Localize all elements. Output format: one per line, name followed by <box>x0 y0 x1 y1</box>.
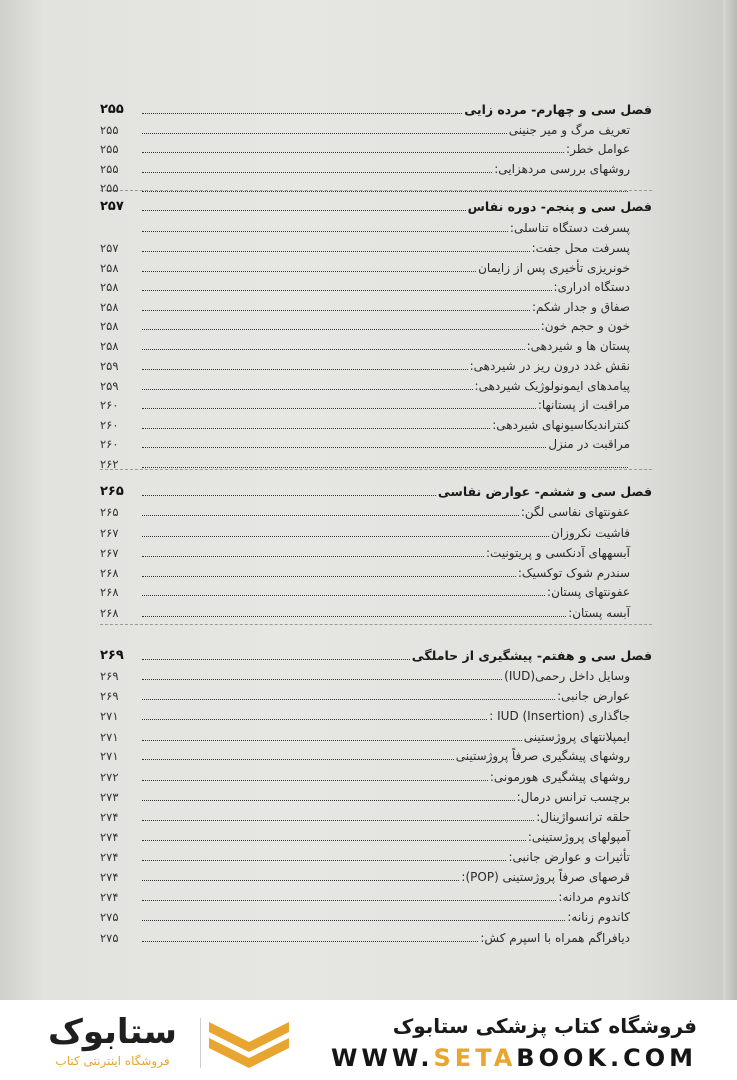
page-number: ۲۵۸ <box>100 300 119 314</box>
page-number: ۲۷۱ <box>100 749 119 763</box>
dot-leader <box>142 595 545 596</box>
toc-entry-row[interactable] <box>100 580 652 600</box>
url-suffix: BOOK.COM <box>516 1044 697 1072</box>
entry-title: خونریزی تأخیری پس از زایمان <box>478 261 630 275</box>
store-url[interactable] <box>331 1044 697 1072</box>
dot-leader <box>142 290 552 291</box>
page-number: ۲۵۵ <box>100 102 124 117</box>
toc-entry-row[interactable] <box>100 176 652 196</box>
dot-leader <box>142 840 526 841</box>
page-number: ۲۶۰ <box>100 418 119 432</box>
dot-leader <box>142 759 454 760</box>
entry-title: پسرفت دستگاه تناسلی: <box>509 221 630 235</box>
entry-title: عوارض جانبی: <box>557 689 630 703</box>
toc-entry-row[interactable] <box>100 334 652 354</box>
page-number: ۲۵۸ <box>100 280 119 294</box>
toc-entry-row[interactable] <box>100 413 652 433</box>
entry-title: مراقبت در منزل <box>548 437 630 451</box>
entry-title: برچسب ترانس درمال: <box>516 790 630 804</box>
chapter-title: فصل سی و چهارم- مرده زایی <box>464 102 652 117</box>
entry-title: عوامل خطر: <box>566 142 630 156</box>
toc-chapter-row[interactable] <box>100 98 652 118</box>
toc-entry-row[interactable] <box>100 865 652 885</box>
entry-title: نقش غدد درون ریز در شیردهی: <box>469 359 630 373</box>
dot-leader <box>142 349 525 350</box>
url-prefix: WWW. <box>330 1044 434 1072</box>
entry-title: آبسه پستان: <box>568 606 630 620</box>
toc-entry-row[interactable] <box>100 926 652 946</box>
dot-leader <box>142 860 506 861</box>
toc-entry-row[interactable] <box>100 157 652 177</box>
dot-leader <box>142 428 490 429</box>
store-name: فروشگاه کتاب پزشکی ستابوک <box>392 1014 697 1038</box>
dot-leader <box>142 251 530 252</box>
toc-entry-row[interactable] <box>100 725 652 745</box>
dot-leader <box>142 231 508 232</box>
toc-entry-row[interactable] <box>100 432 652 452</box>
entry-title: عفونتهای نفاسی لگن: <box>520 505 630 519</box>
toc-entry-row[interactable] <box>100 295 652 315</box>
page-number: ۲۶۸ <box>100 606 119 620</box>
page-number: ۲۶۷ <box>100 546 119 560</box>
toc-entry-row[interactable] <box>100 275 652 295</box>
page-number: ۲۷۴ <box>100 850 119 864</box>
dot-leader <box>142 467 628 468</box>
toc-chapter-row[interactable] <box>100 480 652 500</box>
dot-leader <box>142 920 565 921</box>
toc-entry-row[interactable] <box>100 905 652 925</box>
page-number: ۲۶۲ <box>100 457 119 471</box>
dot-leader <box>142 740 522 741</box>
page-number: ۲۷۴ <box>100 830 119 844</box>
chapter-separator <box>100 624 652 625</box>
page-number: ۲۶۷ <box>100 526 119 540</box>
entry-title: فاشیت نکروزان <box>551 526 630 540</box>
toc-entry-row[interactable] <box>100 118 652 138</box>
toc-entry-row[interactable] <box>100 704 652 724</box>
page-number: ۲۵۵ <box>100 123 119 137</box>
toc-entry-row[interactable] <box>100 354 652 374</box>
entry-title: آبسههای آدنکسی و پریتونیت: <box>486 546 630 560</box>
url-highlight: SETA <box>433 1044 517 1072</box>
entry-title: پسرفت محل جفت: <box>531 241 630 255</box>
page-number: ۲۶۰ <box>100 437 119 451</box>
dot-leader <box>142 780 488 781</box>
entry-title: مراقبت از پستانها: <box>537 398 630 412</box>
page-number: ۲۷۴ <box>100 870 119 884</box>
page-number: ۲۷۴ <box>100 810 119 824</box>
dot-leader <box>142 659 410 660</box>
store-logo-wordmark: ستابوک <box>48 1012 177 1052</box>
entry-title: عفونتهای پستان: <box>547 585 630 599</box>
page-number: ۲۵۸ <box>100 339 119 353</box>
page-number: ۲۵۵ <box>100 162 119 176</box>
page-number: ۲۶۸ <box>100 566 119 580</box>
dot-leader <box>142 679 502 680</box>
dot-leader <box>142 800 515 801</box>
page-number: ۲۷۲ <box>100 770 119 784</box>
page-number: ۲۷۱ <box>100 709 119 723</box>
toc-entry-row[interactable] <box>100 684 652 704</box>
dot-leader <box>142 271 476 272</box>
toc-entry-row[interactable] <box>100 765 652 785</box>
entry-title: روشهای بررسی مردهزایی: <box>494 162 630 176</box>
dot-leader <box>142 113 462 114</box>
chapter-title: فصل سی و پنجم- دوره نفاس <box>467 199 652 214</box>
entry-title: جاگذاری IUD (Insertion) : <box>489 709 630 723</box>
page-number: ۲۵۹ <box>100 359 119 373</box>
page-number: ۲۵۷ <box>100 241 119 255</box>
entry-title: قرصهای صرفاً پروژستینی (POP): <box>461 870 630 884</box>
dot-leader <box>142 495 436 496</box>
toc-entry-row[interactable] <box>100 825 652 845</box>
entry-title: صفاق و جدار شکم: <box>531 300 630 314</box>
page-number: ۲۶۸ <box>100 585 119 599</box>
entry-title: وسایل داخل رحمی(IUD) <box>504 669 630 683</box>
toc-entry-row[interactable] <box>100 785 652 805</box>
page-number: ۲۶۹ <box>100 648 124 663</box>
toc-entry-row[interactable] <box>100 216 652 236</box>
entry-title: کنتراندیکاسیونهای شیردهی: <box>492 418 630 432</box>
entry-title: پستان ها و شیردهی: <box>526 339 630 353</box>
entry-title: تأثیرات و عوارض جانبی: <box>508 850 630 864</box>
toc-entry-row[interactable] <box>100 137 652 157</box>
page-number: ۲۶۰ <box>100 398 119 412</box>
entry-title: روشهای پیشگیری هورمونی: <box>489 770 630 784</box>
dot-leader <box>142 408 536 409</box>
store-footer-banner <box>0 1000 737 1080</box>
dot-leader <box>142 369 468 370</box>
dot-leader <box>142 699 555 700</box>
dot-leader <box>142 389 473 390</box>
dot-leader <box>142 133 507 134</box>
page-number: ۲۵۵ <box>100 142 119 156</box>
dot-leader <box>142 447 546 448</box>
toc-entry-row[interactable] <box>100 805 652 825</box>
dot-leader <box>142 576 516 577</box>
page-number: ۲۵۹ <box>100 379 119 393</box>
toc-entry-row[interactable] <box>100 601 652 621</box>
entry-title: آمپولهای پروژستینی: <box>527 830 630 844</box>
toc-entry-row[interactable] <box>100 744 652 764</box>
dot-leader <box>142 719 487 720</box>
toc-entry-row[interactable] <box>100 314 652 334</box>
logo-divider <box>200 1018 201 1068</box>
entry-title: حلقه ترانسواژینال: <box>536 810 630 824</box>
entry-title: پیامدهای ایمونولوژیک شیردهی: <box>474 379 630 393</box>
page-number: ۲۶۵ <box>100 484 124 499</box>
entry-title: دیافراگم همراه با اسپرم کش: <box>480 931 630 945</box>
page-number: ۲۶۵ <box>100 505 119 519</box>
entry-title: روشهای پیشگیری صرفاً پروژستینی <box>455 749 630 763</box>
toc-entry-row[interactable] <box>100 236 652 256</box>
page-number: ۲۵۸ <box>100 261 119 275</box>
chapter-title: فصل سی و هفتم- پیشگیری از حاملگی <box>411 648 652 663</box>
page-number: ۲۶۹ <box>100 689 119 703</box>
entry-title: کاندوم مردانه: <box>558 890 630 904</box>
stacked-chevrons-icon <box>205 1016 293 1072</box>
entry-title: ایمپلانتهای پروژستینی <box>523 730 630 744</box>
dot-leader <box>142 536 549 537</box>
page-number: ۲۷۱ <box>100 730 119 744</box>
page-number: ۲۷۵ <box>100 931 119 945</box>
page-number: ۲۶۹ <box>100 669 119 683</box>
toc-entry-row[interactable] <box>100 521 652 541</box>
dot-leader <box>142 616 566 617</box>
toc-entry-row[interactable] <box>100 374 652 394</box>
entry-title: دستگاه ادراری: <box>553 280 630 294</box>
dot-leader <box>142 880 459 881</box>
entry-title: تعریف مرگ و میر جنینی <box>508 123 630 137</box>
page-number: ۲۵۸ <box>100 319 119 333</box>
page-number: ۲۵۵ <box>100 181 119 195</box>
toc-entry-row[interactable] <box>100 541 652 561</box>
page-number: ۲۵۷ <box>100 199 124 214</box>
dot-leader <box>142 152 564 153</box>
dot-leader <box>142 172 492 173</box>
toc-entry-row[interactable] <box>100 845 652 865</box>
toc-entry-row[interactable] <box>100 664 652 684</box>
entry-title: خون و حجم خون: <box>540 319 630 333</box>
toc-chapter-row[interactable] <box>100 195 652 215</box>
store-logo-subtitle: فروشگاه اینترنتی کتاب <box>55 1054 170 1068</box>
page-number: ۲۷۴ <box>100 890 119 904</box>
dot-leader <box>142 941 478 942</box>
page-number: ۲۷۳ <box>100 790 119 804</box>
toc-entry-row[interactable] <box>100 500 652 520</box>
toc-chapter-row[interactable] <box>100 644 652 664</box>
toc-entry-row[interactable] <box>100 885 652 905</box>
toc-entry-row[interactable] <box>100 561 652 581</box>
dot-leader <box>142 329 539 330</box>
dot-leader <box>142 310 530 311</box>
page-number: ۲۷۵ <box>100 910 119 924</box>
entry-title: کاندوم زنانه: <box>567 910 630 924</box>
dot-leader <box>142 900 556 901</box>
entry-title: سندرم شوک توکسیک: <box>517 566 630 580</box>
dot-leader <box>142 210 466 211</box>
dot-leader <box>142 191 628 192</box>
dot-leader <box>142 515 519 516</box>
chapter-title: فصل سی و ششم- عوارض نفاسی <box>437 484 652 499</box>
toc-entry-row[interactable] <box>100 256 652 276</box>
toc-entry-row[interactable] <box>100 393 652 413</box>
toc-entry-row[interactable] <box>100 452 652 472</box>
dot-leader <box>142 556 484 557</box>
dot-leader <box>142 820 534 821</box>
